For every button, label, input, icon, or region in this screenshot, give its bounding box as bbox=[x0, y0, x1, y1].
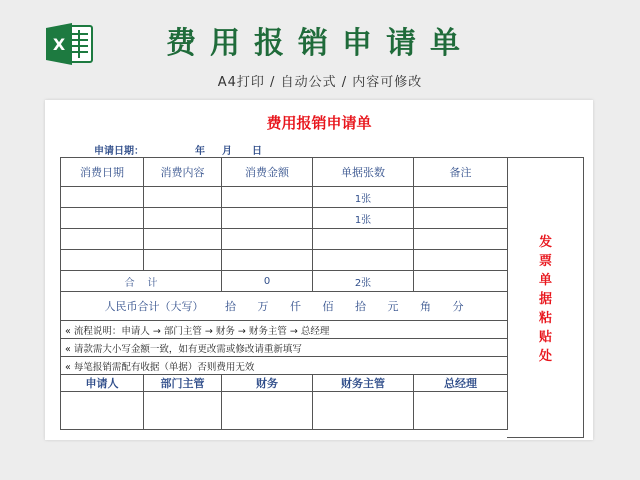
date-label: 申请日期： bbox=[94, 146, 144, 157]
sig-dept-head-field[interactable] bbox=[144, 392, 222, 430]
sig-gm-label: 总经理 bbox=[414, 375, 508, 392]
cell-content[interactable] bbox=[144, 208, 222, 229]
sig-applicant-label: 申请人 bbox=[61, 375, 144, 392]
cell-remark[interactable] bbox=[414, 187, 508, 208]
total-row bbox=[61, 271, 508, 292]
table-row bbox=[61, 208, 508, 229]
note-amount-rule: « 请款需大小写金额一致，如有更改需或修改请重新填写 bbox=[61, 339, 508, 357]
total-label: 合 计 bbox=[61, 271, 222, 292]
total-remark[interactable] bbox=[414, 271, 508, 292]
cell-count[interactable]: 1张 bbox=[313, 187, 414, 208]
expense-table bbox=[60, 157, 508, 430]
cell-amount[interactable] bbox=[222, 250, 313, 271]
header-content: 消费内容 bbox=[144, 158, 222, 187]
daxie-unit: 万 bbox=[257, 300, 269, 313]
cell-date[interactable] bbox=[61, 187, 144, 208]
sig-finance-field[interactable] bbox=[222, 392, 313, 430]
daxie-unit: 佰 bbox=[322, 300, 334, 313]
table-header-row bbox=[61, 158, 508, 187]
cell-date[interactable] bbox=[61, 250, 144, 271]
invoice-attach-area bbox=[507, 157, 584, 438]
header-amount: 消费金额 bbox=[222, 158, 313, 187]
daxie-unit: 角 bbox=[420, 300, 431, 313]
note-row bbox=[61, 339, 508, 357]
sig-finance-label: 财务 bbox=[222, 375, 313, 392]
date-month: 月 bbox=[222, 146, 232, 157]
daxie-cell[interactable] bbox=[61, 292, 508, 321]
table-row bbox=[61, 250, 508, 271]
total-amount: 0 bbox=[222, 271, 313, 292]
sig-gm-field[interactable] bbox=[414, 392, 508, 430]
total-count: 2张 bbox=[313, 271, 414, 292]
signature-row bbox=[61, 392, 508, 430]
daxie-unit: 拾 bbox=[355, 300, 366, 313]
cell-content[interactable] bbox=[144, 187, 222, 208]
daxie-label: 人民币合计（大写） bbox=[104, 300, 204, 313]
excel-icon-letter: X bbox=[52, 35, 66, 54]
header-remark: 备注 bbox=[414, 158, 508, 187]
attach-label: 发票单据粘贴处 bbox=[538, 235, 552, 364]
date-year: 年 bbox=[195, 146, 205, 157]
sig-applicant-field[interactable] bbox=[61, 392, 144, 430]
sig-finance-head-field[interactable] bbox=[313, 392, 414, 430]
cell-date[interactable] bbox=[61, 208, 144, 229]
cell-amount[interactable] bbox=[222, 187, 313, 208]
note-receipt-rule: « 每笔报销需配有收据（单据）否则费用无效 bbox=[61, 357, 508, 375]
sig-dept-head-label: 部门主管 bbox=[144, 375, 222, 392]
note-row bbox=[61, 357, 508, 375]
header-date: 消费日期 bbox=[61, 158, 144, 187]
cell-content[interactable] bbox=[144, 229, 222, 250]
note-row bbox=[61, 321, 508, 339]
table-row bbox=[61, 229, 508, 250]
daxie-unit: 分 bbox=[452, 300, 464, 313]
banner-title: 费用报销申请单 bbox=[166, 26, 474, 61]
form-title: 费用报销申请单 bbox=[266, 114, 372, 132]
daxie-unit: 拾 bbox=[225, 300, 236, 313]
daxie-row bbox=[61, 292, 508, 321]
table-row bbox=[61, 187, 508, 208]
cell-amount[interactable] bbox=[222, 229, 313, 250]
cell-count[interactable] bbox=[313, 250, 414, 271]
cell-amount[interactable] bbox=[222, 208, 313, 229]
cell-date[interactable] bbox=[61, 229, 144, 250]
daxie-unit: 元 bbox=[387, 300, 399, 313]
cell-remark[interactable] bbox=[414, 229, 508, 250]
daxie-unit: 仟 bbox=[290, 300, 301, 313]
cell-remark[interactable] bbox=[414, 208, 508, 229]
note-process: « 流程说明：申请人 → 部门主管 → 财务 → 财务主管 → 总经理 bbox=[61, 321, 508, 339]
header-count: 单据张数 bbox=[313, 158, 414, 187]
cell-count[interactable] bbox=[313, 229, 414, 250]
date-day: 日 bbox=[252, 146, 262, 157]
signature-header-row bbox=[61, 375, 508, 392]
form-sheet bbox=[45, 100, 593, 440]
banner-subtitle: A4打印 / 自动公式 / 内容可修改 bbox=[217, 75, 423, 90]
cell-remark[interactable] bbox=[414, 250, 508, 271]
cell-content[interactable] bbox=[144, 250, 222, 271]
sig-finance-head-label: 财务主管 bbox=[313, 375, 414, 392]
cell-count[interactable]: 1张 bbox=[313, 208, 414, 229]
